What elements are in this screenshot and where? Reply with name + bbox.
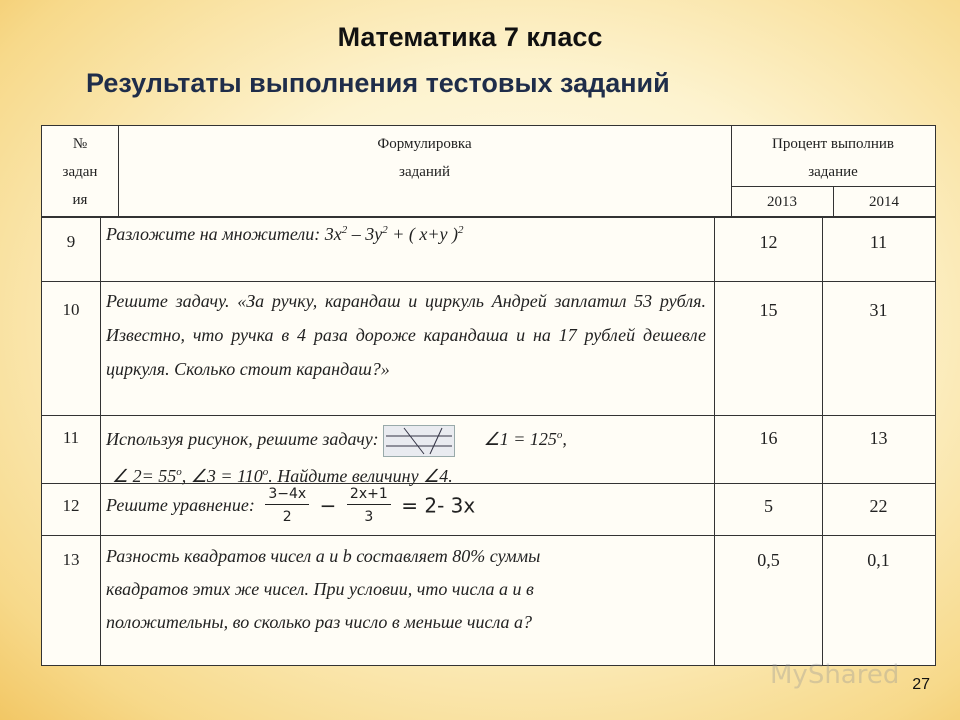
figure-image	[383, 425, 455, 457]
percent-2014: 13	[869, 428, 888, 448]
header-wording-line: заданий	[399, 164, 450, 180]
percent-2013: 15	[715, 282, 823, 416]
header-wording-line: Формулировка	[377, 136, 472, 152]
table-row	[42, 281, 935, 416]
percent-2013: 12	[715, 218, 823, 282]
table-row	[42, 217, 935, 282]
table-row	[42, 535, 935, 666]
fraction-numerator: 3−4x	[265, 486, 309, 505]
minus-sign: −	[319, 493, 337, 518]
task-text-part: Разложите на множители: 3х	[106, 224, 342, 244]
header-percent-title	[731, 130, 935, 186]
exponent: 2	[341, 224, 348, 236]
exponent: 2	[458, 224, 464, 236]
degree: о	[176, 465, 182, 478]
task-number: 9	[42, 218, 101, 282]
header-num-line: задан	[62, 164, 98, 180]
task-number: 13	[42, 536, 101, 666]
percent-2014: 0,1	[867, 550, 890, 570]
exponent: 2	[382, 224, 388, 236]
task-text: Решите задачу. «За ручку, карандаш и циркуль Андрей заплатил 53 рубля. Известно, что ручка в 4 раза дороже карандаша и на 17 рублей дешевле циркуля. Сколько стоит карандаш?»	[100, 282, 715, 416]
task-number: 11	[42, 416, 101, 484]
fraction-denominator: 3	[364, 509, 374, 525]
task-text-part: + ( х+у )	[387, 224, 459, 244]
task-text	[100, 416, 715, 484]
slide-subtitle: Результаты выполнения тестовых заданий	[86, 68, 670, 98]
percent-2013: 16	[715, 416, 823, 484]
header-task-number	[42, 126, 119, 216]
header-num-line: №	[72, 136, 88, 152]
percent-2013: 0,5	[715, 536, 823, 666]
task-text	[100, 536, 715, 666]
task-text-part: – 3у	[347, 224, 383, 244]
table-row	[42, 483, 935, 536]
task-text-part: ∠1 = 125	[483, 429, 557, 449]
task-number: 10	[42, 282, 101, 416]
task-text-part: Используя рисунок, решите задачу:	[106, 429, 379, 449]
header-percent-line: Процент выполнив	[772, 136, 894, 152]
results-table	[41, 217, 936, 666]
degree: о	[556, 429, 563, 441]
watermark-logo: MyShared	[770, 660, 900, 690]
header-percent	[731, 126, 935, 216]
fraction	[265, 486, 309, 525]
task-text-part: , ∠3 = 110	[181, 465, 263, 486]
task-text	[100, 218, 715, 282]
task-text-line: квадратов этих же чисел. При условии, что числа а и в	[106, 579, 534, 599]
task-text-part: ,	[562, 429, 567, 449]
header-num-line: ия	[72, 192, 88, 208]
percent-2014: 22	[869, 496, 888, 516]
task-text	[100, 484, 715, 536]
header-year-2014: 2014	[833, 186, 935, 217]
task-text-part: . Найдите величину ∠4.	[268, 465, 453, 486]
task-text-part: ∠ 2= 55	[112, 465, 177, 486]
fraction-numerator: 2x+1	[347, 486, 391, 505]
task-text-part: Решите уравнение:	[106, 495, 255, 515]
fraction	[347, 486, 391, 525]
page-number: 27	[912, 676, 930, 693]
percent-2013: 5	[715, 484, 823, 536]
header-percent-line: задание	[808, 164, 858, 180]
header-year-2013: 2013	[731, 186, 834, 217]
equation-rhs: = 2- 3x	[401, 493, 476, 518]
task-text-line: положительны, во сколько раз число в меньше числа а?	[106, 612, 533, 632]
task-text-line: Разность квадратов чисел а и b составляет 80% суммы	[106, 546, 541, 566]
fraction-denominator: 2	[282, 509, 292, 525]
task-text-line	[106, 420, 706, 457]
task-number: 12	[42, 484, 101, 536]
percent-2014: 11	[869, 232, 888, 252]
header-wording	[118, 126, 732, 216]
slide-title: Математика 7 класс	[337, 22, 603, 52]
percent-2014: 31	[869, 300, 888, 320]
degree: о	[262, 465, 269, 478]
table-header	[41, 125, 936, 217]
table-row	[42, 415, 935, 484]
